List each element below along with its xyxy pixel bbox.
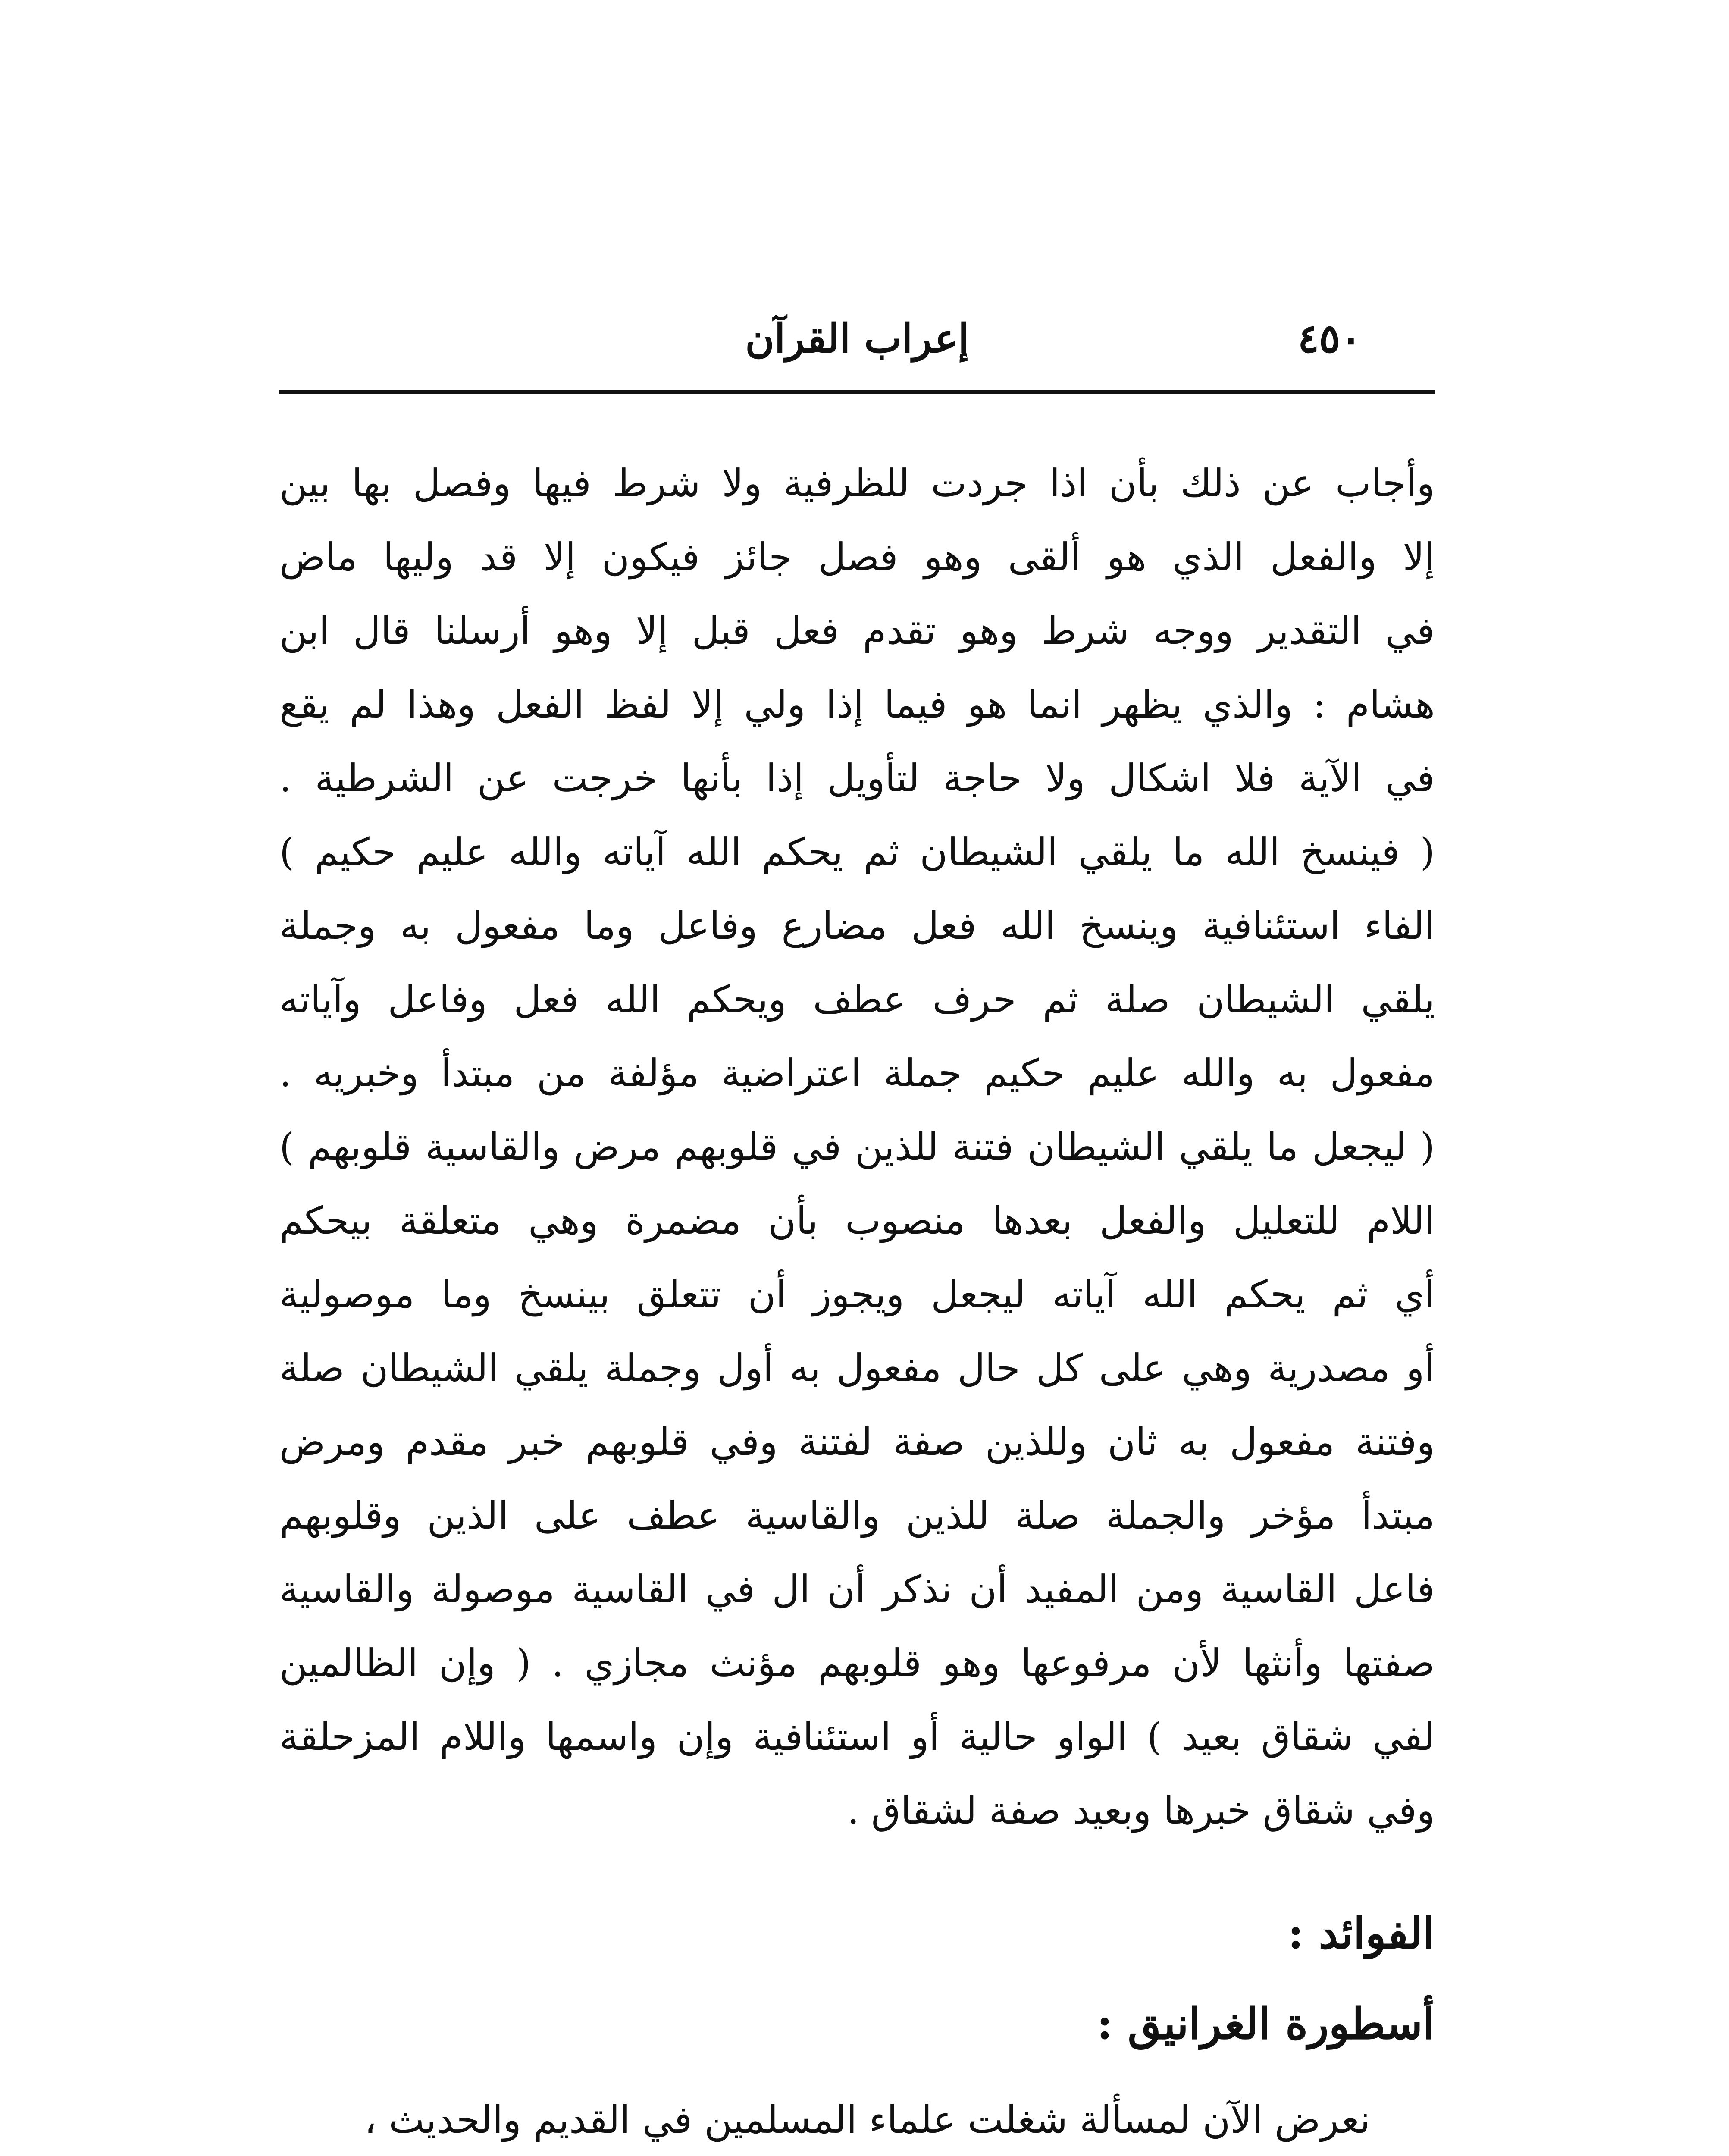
text-line: لفي شقاق بعيد ) الواو حالية أو استئنافية وإن واسمها واللام المزحلقة xyxy=(279,1714,1435,1759)
text-line: وأجاب عن ذلك بأن اذا جردت للظرفية ولا شرط فيها وفصل بها بين xyxy=(279,461,1435,505)
text-line: أو مصدرية وهي على كل حال مفعول به أول وجملة يلقي الشيطان صلة xyxy=(279,1346,1435,1390)
quranic-verse-line: ( فينسخ الله ما يلقي الشيطان ثم يحكم الله آياته والله عليم حكيم ) xyxy=(279,830,1435,874)
running-title: إعراب القرآن xyxy=(745,315,969,362)
text-line: نعرض الآن لمسألة شغلت علماء المسلمين في القديم والحديث ، xyxy=(364,2097,1370,2142)
text-line: فاعل القاسية ومن المفيد أن نذكر أن ال في القاسية موصولة والقاسية xyxy=(279,1567,1435,1611)
header-rule xyxy=(279,390,1435,394)
text-line: إلا والفعل الذي هو ألقى وهو فصل جائز فيكون إلا قد وليها ماض xyxy=(279,535,1435,579)
quranic-verse-line: ( ليجعل ما يلقي الشيطان فتنة للذين في قلوبهم مرض والقاسية قلوبهم ) xyxy=(279,1125,1435,1169)
section-heading-gharaniq: أسطورة الغرانيق : xyxy=(1096,1998,1435,2049)
text-line: الفاء استئنافية وينسخ الله فعل مضارع وفاعل وما مفعول به وجملة xyxy=(279,903,1435,948)
text-line: مفعول به والله عليم حكيم جملة اعتراضية مؤلفة من مبتدأ وخبريه . xyxy=(279,1051,1435,1095)
text-line: اللام للتعليل والفعل بعدها منصوب بأن مضمرة وهي متعلقة بيحكم xyxy=(279,1198,1435,1243)
page-number: ٤٥٠ xyxy=(1297,315,1362,362)
text-line: أي ثم يحكم الله آياته ليجعل ويجوز أن تتعلق بينسخ وما موصولية xyxy=(279,1272,1435,1316)
closing-paragraph xyxy=(279,2083,1435,2156)
text-line: صفتها وأنثها لأن مرفوعها وهو قلوبهم مؤنث مجازي . ( وإن الظالمين xyxy=(279,1641,1435,1685)
text-line: مبتدأ مؤخر والجملة صلة للذين والقاسية عطف على الذين وقلوبهم xyxy=(279,1493,1435,1538)
page-header xyxy=(279,310,1435,397)
text-line: في الآية فلا اشكال ولا حاجة لتأويل إذا بأنها خرجت عن الشرطية . xyxy=(279,756,1435,800)
text-line: وفي شقاق خبرها وبعيد صفة لشقاق . xyxy=(847,1788,1435,1833)
text-line: وفتنة مفعول به ثان وللذين صفة لفتنة وفي قلوبهم خبر مقدم ومرض xyxy=(279,1420,1435,1464)
text-line: هشام : والذي يظهر انما هو فيما إذا ولي إلا لفظ الفعل وهذا لم يقع xyxy=(279,682,1435,727)
main-text-block xyxy=(279,446,1435,1847)
text-line: في التقدير ووجه شرط وهو تقدم فعل قبل إلا وهو أرسلنا قال ابن xyxy=(279,608,1435,653)
section-heading-benefits: الفوائد : xyxy=(1287,1908,1435,1959)
text-line: يلقي الشيطان صلة ثم حرف عطف ويحكم الله فعل وفاعل وآياته xyxy=(279,977,1435,1022)
